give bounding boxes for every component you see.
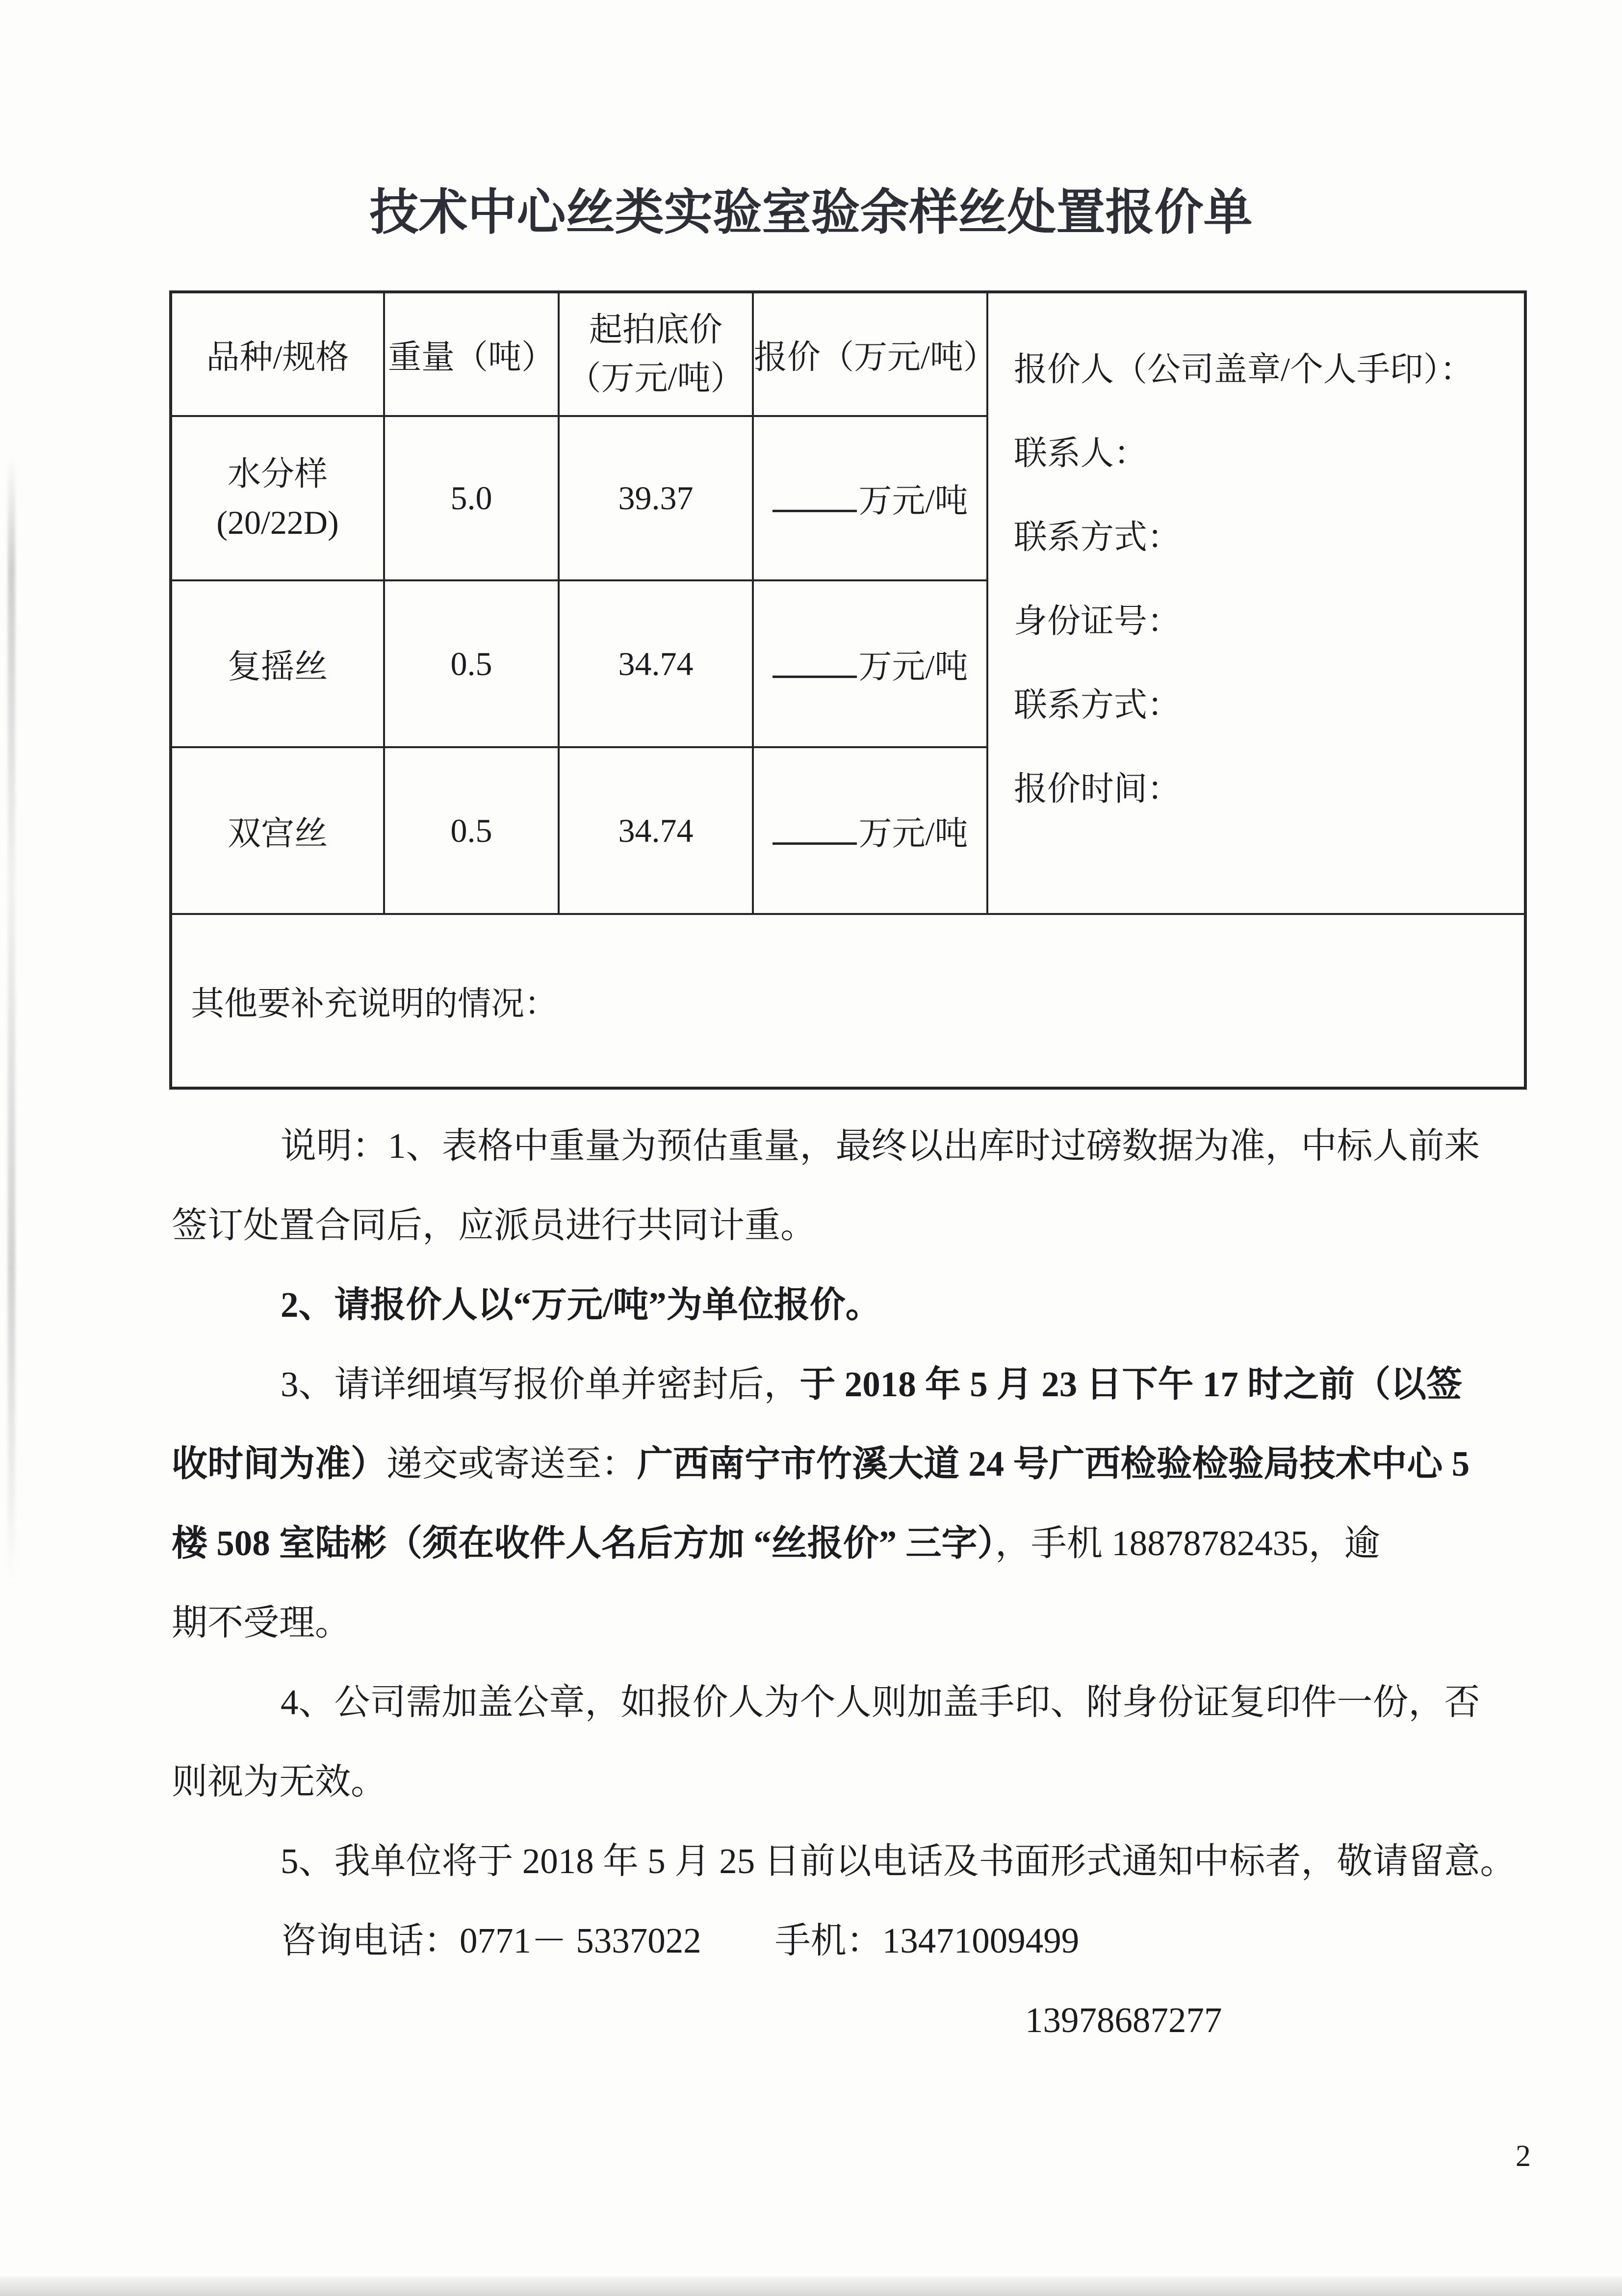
note-line <box>172 1822 1530 1901</box>
header-quote: 报价（万元/吨） <box>753 292 987 416</box>
contact-line <box>172 1901 1530 1981</box>
header-base-price-line2: （万元/吨） <box>567 360 744 397</box>
cell-base-price: 39.37 <box>559 416 753 580</box>
cell-quote <box>753 580 987 747</box>
note-text: 于 2018 年 5 月 23 日下午 17 时之前（以签 <box>799 1364 1462 1404</box>
contact-line <box>172 1981 1530 2060</box>
cell-quote <box>753 416 987 580</box>
note-text: 2、请报价人以“万元/吨”为单位报价。 <box>281 1285 881 1325</box>
note-text: 说明：1、表格中重量为预估重量，最终以出库时过磅数据为准，中标人前来 <box>281 1126 1480 1166</box>
note-line <box>172 1186 1530 1265</box>
cell-variety: 双宫丝 <box>171 747 384 914</box>
cell-weight: 0.5 <box>384 580 559 747</box>
note-text: 4、公司需加盖公章，如报价人为个人则加盖手印、附身份证复印件一份，否 <box>281 1682 1480 1722</box>
bidder-field-label: 报价时间： <box>1014 770 1181 808</box>
bidder-field-label: 身份证号： <box>1014 602 1181 640</box>
header-variety: 品种/规格 <box>171 292 384 416</box>
note-text: 收时间为准） <box>172 1444 386 1484</box>
cell-variety: 复摇丝 <box>171 580 384 747</box>
note-text: 期不受理。 <box>172 1603 351 1643</box>
note-line <box>172 1663 1530 1742</box>
supplement-row <box>171 914 1525 1088</box>
note-text: 则视为无效。 <box>172 1762 386 1801</box>
bidder-field-label: 报价人（公司盖章/个人手印）： <box>1014 351 1473 388</box>
scan-edge-artifact <box>0 2276 1622 2296</box>
quote-unit: 万元/吨 <box>858 482 968 520</box>
cell-variety <box>171 416 384 580</box>
cell-weight: 5.0 <box>384 416 559 580</box>
bidder-field-label: 联系方式： <box>1014 686 1181 724</box>
note-line <box>172 1583 1530 1663</box>
note-text: ，手机 18878782435，逾 <box>995 1523 1380 1563</box>
contact-phone: 咨询电话：0771－ 5337022 <box>281 1921 701 1960</box>
quote-blank-line <box>772 476 857 512</box>
header-weight: 重量（吨） <box>384 292 559 416</box>
bidder-info-cell <box>987 292 1525 914</box>
contact-mobile: 手机：13471009499 <box>774 1921 1080 1960</box>
page-number: 2 <box>1516 2139 1531 2173</box>
note-line <box>172 1504 1530 1583</box>
quote-unit: 万元/吨 <box>858 814 968 852</box>
note-text: 广西南宁市竹溪大道 24 号广西检验检验局技术中心 5 <box>637 1444 1470 1484</box>
note-line <box>172 1106 1530 1186</box>
variety-spec: (20/22D) <box>216 503 339 541</box>
bidder-field-label: 联系方式： <box>1014 519 1181 556</box>
note-line <box>172 1742 1530 1822</box>
quote-blank-line <box>772 808 857 844</box>
note-line <box>172 1424 1530 1504</box>
header-base-price-line1: 起拍底价 <box>589 311 722 349</box>
notes-section <box>172 1106 1530 2060</box>
cell-weight: 0.5 <box>384 747 559 914</box>
variety-name: 水分样 <box>227 455 328 493</box>
scan-streak-artifact <box>8 456 15 1585</box>
page-title: 技术中心丝类实验室验余样丝处置报价单 <box>369 185 1253 240</box>
bidder-field-label: 联系人： <box>1014 435 1148 472</box>
note-line <box>172 1265 1530 1345</box>
note-text: 签订处置合同后，应派员进行共同计重。 <box>172 1205 816 1245</box>
cell-quote <box>753 747 987 914</box>
quote-table <box>169 290 1527 1090</box>
table-header-row <box>171 292 1525 416</box>
contact-mobile-2: 13978687277 <box>1025 2000 1222 2040</box>
cell-base-price: 34.74 <box>559 580 753 747</box>
supplement-label: 其他要补充说明的情况： <box>171 914 1525 1088</box>
cell-base-price: 34.74 <box>559 747 753 914</box>
note-text: 5、我单位将于 2018 年 5 月 25 日前以电话及书面形式通知中标者，敬请留意。 <box>281 1841 1516 1881</box>
note-text: 递交或寄送至： <box>386 1444 637 1484</box>
note-line <box>172 1345 1530 1424</box>
quote-unit: 万元/吨 <box>858 648 968 685</box>
quote-blank-line <box>772 641 857 678</box>
note-text: 楼 508 室陆彬（须在收件人名后方加 “丝报价” 三字） <box>172 1523 995 1563</box>
note-text: 3、请详细填写报价单并密封后， <box>281 1364 800 1404</box>
header-base-price <box>559 292 753 416</box>
